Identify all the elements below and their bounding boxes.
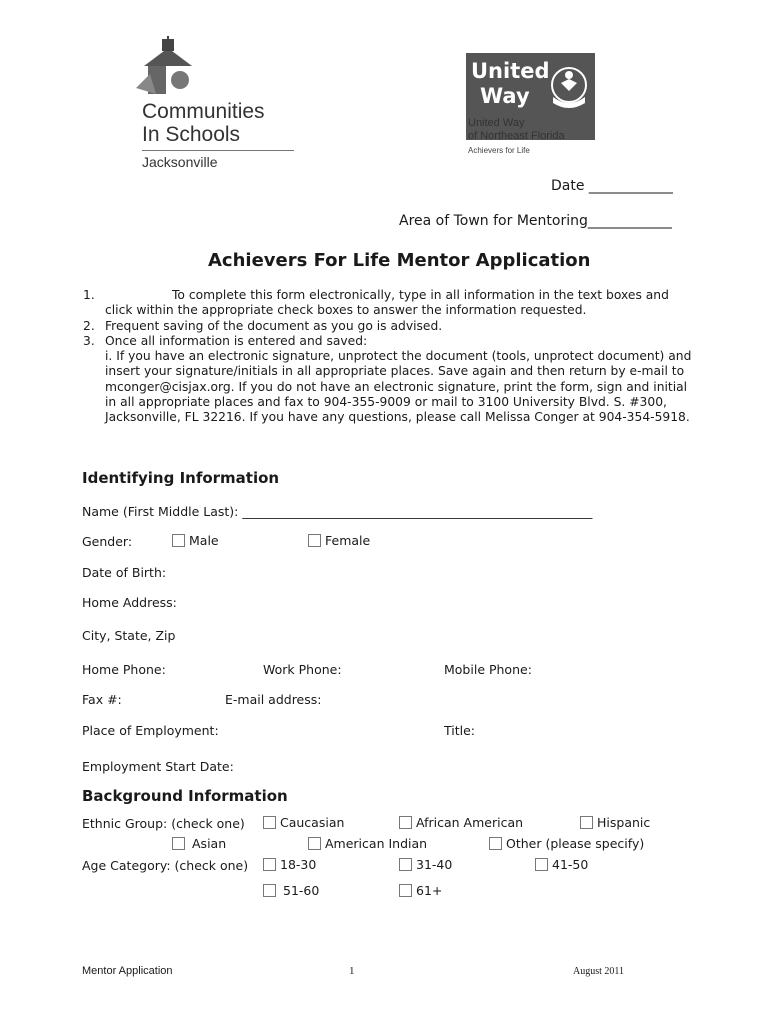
- age-31-40-checkbox[interactable]: [399, 858, 412, 871]
- other-label: Other (please specify): [506, 836, 645, 851]
- page-title: Achievers For Life Mentor Application: [208, 250, 591, 271]
- identifying-heading: Identifying Information: [82, 469, 280, 487]
- united-way-logo: [466, 53, 606, 163]
- hispanic-checkbox[interactable]: [580, 816, 593, 829]
- age-41-50-checkbox[interactable]: [535, 858, 548, 871]
- instruction-item: [83, 319, 698, 334]
- age-61-plus-label: 61+: [416, 883, 443, 898]
- age-option-51-60[interactable]: [263, 883, 319, 898]
- male-checkbox[interactable]: [172, 534, 185, 547]
- age-option-18-30[interactable]: [263, 857, 316, 872]
- uw-word-way: Way: [480, 84, 530, 108]
- ethnic-option-african-american[interactable]: [399, 815, 523, 830]
- uw-sub-line2: of Northeast Florida: [468, 130, 565, 142]
- american-indian-checkbox[interactable]: [308, 837, 321, 850]
- instruction-text: To complete this form electronically, type in all information in the text boxes and click within the appropriate check boxes to answer the information requested.: [105, 288, 669, 318]
- uw-sub-line1: United Way: [468, 117, 525, 129]
- footer-left: Mentor Application: [82, 965, 173, 977]
- fax-field[interactable]: Fax #:: [82, 692, 122, 707]
- footer-page-number: 1: [349, 965, 355, 977]
- age-option-61-plus[interactable]: [399, 883, 442, 898]
- cis-name-line2: In Schools: [142, 123, 241, 146]
- city-state-zip-field[interactable]: City, State, Zip: [82, 628, 176, 643]
- schoolhouse-icon: [134, 36, 200, 98]
- african-american-label: African American: [416, 815, 524, 830]
- instruction-text: Frequent saving of the document as you go is advised.: [105, 318, 443, 333]
- hispanic-label: Hispanic: [597, 815, 651, 830]
- female-checkbox[interactable]: [308, 534, 321, 547]
- work-phone-field[interactable]: Work Phone:: [263, 662, 342, 677]
- footer-date: August 2011: [573, 966, 625, 977]
- dob-field[interactable]: Date of Birth:: [82, 565, 167, 580]
- age-31-40-label: 31-40: [416, 857, 453, 872]
- age-51-60-checkbox[interactable]: [263, 884, 276, 897]
- date-field[interactable]: Date ____________: [551, 178, 673, 194]
- uw-word-united: United: [471, 59, 550, 83]
- age-option-41-50[interactable]: [535, 857, 588, 872]
- home-phone-field[interactable]: Home Phone:: [82, 662, 166, 677]
- cis-divider: [142, 150, 294, 151]
- instruction-subitem: i. If you have an electronic signature, unprotect the document (tools, unprotect document) and insert your signature/initials in all appropriate places. Save again and then return by e-mail to mconger@cisjax.org. If you do not have an electronic signature, print the form, sign and initial in all appropriate places and fax to 904-355-9009 or mail to 3100 University Blvd. S. #300, Jacksonville, FL 32216. If you have any questions, please call Melissa Conger at 904-354-5918.: [105, 349, 692, 425]
- instruction-item: [83, 334, 698, 426]
- email-field[interactable]: E-mail address:: [225, 692, 322, 707]
- employment-start-date-field[interactable]: Employment Start Date:: [82, 759, 234, 774]
- age-18-30-checkbox[interactable]: [263, 858, 276, 871]
- instruction-number: 2.: [83, 318, 95, 333]
- instruction-text: Once all information is entered and saved:: [105, 333, 368, 348]
- ethnic-option-american-indian[interactable]: [308, 836, 427, 851]
- female-label: Female: [325, 533, 371, 548]
- employment-field[interactable]: Place of Employment:: [82, 723, 219, 738]
- caucasian-checkbox[interactable]: [263, 816, 276, 829]
- instructions-list: [83, 288, 698, 426]
- age-18-30-label: 18-30: [280, 857, 317, 872]
- age-51-60-label: 51-60: [283, 883, 320, 898]
- cis-city: Jacksonville: [142, 154, 218, 170]
- cis-logo: [134, 36, 304, 176]
- instruction-number: 3.: [83, 333, 95, 348]
- african-american-checkbox[interactable]: [399, 816, 412, 829]
- mobile-phone-field[interactable]: Mobile Phone:: [444, 662, 532, 677]
- instruction-number: 1.: [83, 288, 95, 302]
- ethnic-group-label: Ethnic Group: (check one): [82, 816, 245, 831]
- asian-label: Asian: [192, 836, 227, 851]
- uw-tagline: Achievers for Life: [468, 146, 530, 155]
- ethnic-option-asian[interactable]: [172, 836, 226, 851]
- gender-female-option[interactable]: [308, 533, 370, 548]
- name-field[interactable]: Name (First Middle Last): ________________________________________________________: [82, 504, 593, 519]
- area-of-town-field[interactable]: Area of Town for Mentoring____________: [399, 213, 672, 229]
- gender-label: Gender:: [82, 534, 133, 549]
- age-option-31-40[interactable]: [399, 857, 452, 872]
- ethnic-option-hispanic[interactable]: [580, 815, 650, 830]
- ethnic-option-other[interactable]: [489, 836, 644, 851]
- instruction-item: [83, 288, 698, 319]
- background-heading: Background Information: [82, 787, 288, 805]
- american-indian-label: American Indian: [325, 836, 428, 851]
- ethnic-option-caucasian[interactable]: [263, 815, 344, 830]
- caucasian-label: Caucasian: [280, 815, 345, 830]
- home-address-field[interactable]: Home Address:: [82, 595, 177, 610]
- gender-male-option[interactable]: [172, 533, 219, 548]
- age-category-label: Age Category: (check one): [82, 858, 249, 873]
- asian-checkbox[interactable]: [172, 837, 185, 850]
- cis-name-line1: Communities: [142, 100, 265, 123]
- age-61-plus-checkbox[interactable]: [399, 884, 412, 897]
- job-title-field[interactable]: Title:: [444, 723, 475, 738]
- male-label: Male: [189, 533, 219, 548]
- age-41-50-label: 41-50: [552, 857, 589, 872]
- other-checkbox[interactable]: [489, 837, 502, 850]
- helping-hand-icon: [551, 63, 591, 113]
